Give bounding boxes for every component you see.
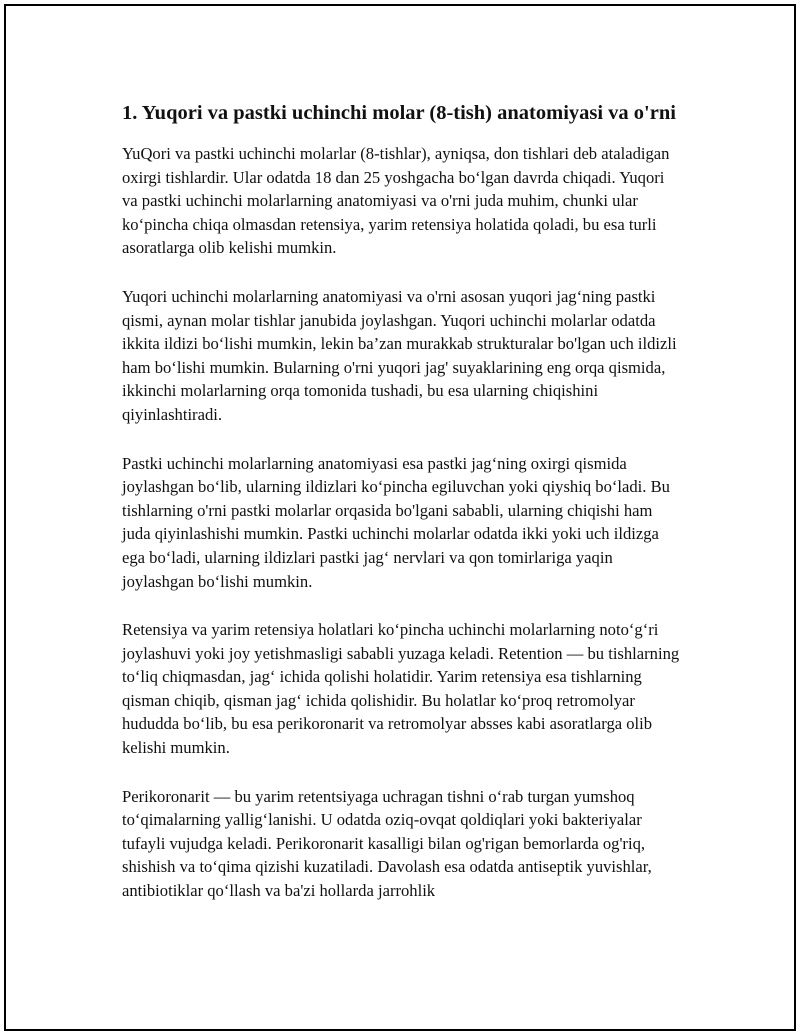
paragraph-retention: Retensiya va yarim retensiya holatlari ko‘pincha uchinchi molarlarning noto‘g‘ri joylashuvi yoki joy yetishmasligi sababli yuzaga keladi. Retention — bu tishlarning to‘liq chiqmasdan, jag‘ ichida qolishi holatidir. Yarim retensiya esa tishlarning qisman chiqib, qisman jag‘ ichida qolishidir. Bu holatlar ko‘proq retromolyar hududda bo‘lib, bu esa perikoronarit va retromolyar absses kabi asoratlarga olib kelishi mumkin. <box>122 620 680 758</box>
paragraph-pericoronitis: Perikoronarit — bu yarim retentsiyaga uchragan tishni o‘rab turgan yumshoq to‘qimalarning yallig‘lanishi. U odatda oziq-ovqat qoldiqlari yoki bakteriyalar tufayli vujudga keladi. Perikoronarit kasalligi bilan og'rigan bemorlarda og'riq, shishish va to‘qima qizishi kuzatiladi. Davolash esa odatda antiseptik yuvishlar, antibiotiklar qo‘llash va ba'zi hollarda jarrohlik <box>122 786 652 901</box>
paragraph-lower-molars: Pastki uchinchi molarlarning anatomiyasi esa pastki jag‘ning oxirgi qismida joylashgan bo‘lib, ularning ildizlari ko‘pincha egiluvchan yoki qiyshiq bo‘ladi. Bu tishlarning o'rni pastki molarlar orqasida bo'lgani sababli, ularning chiqishi ham juda qiyinlashishi mumkin. Pastki uchinchi molarlar odatda ikki yoki uch ildizga ega bo‘ladi, ularning ildizlari pastki jag‘ nervlari va qon tomirlariga yaqin joylashgan bo‘lishi mumkin. <box>122 453 670 591</box>
document-body <box>122 100 682 928</box>
paragraph-intro: YuQori va pastki uchinchi molarlar (8-tishlar), ayniqsa, don tishlari deb ataladigan oxirgi tishlardir. Ular odatda 18 dan 25 yoshgacha bo‘lgan davrda chiqadi. Yuqori va pastki uchinchi molarlarning anatomiyasi va o'rni juda muhim, chunki ular ko‘pincha chiqa olmasdan retensiya, yarim retensiya holatida qoladi, bu esa turli asoratlarga olib kelishi mumkin. <box>122 144 670 258</box>
paragraph-upper-molars: Yuqori uchinchi molarlarning anatomiyasi va o'rni asosan yuqori jag‘ning pastki qismi, aynan molar tishlar janubida joylashgan. Yuqori uchinchi molarlar odatda ikkita ildizi bo‘lishi mumkin, lekin ba’zan murakkab strukturalar bo'lgan uch ildizli ham bo‘lishi mumkin. Bularning o'rni yuqori jag' suyaklarining eng orqa qismida, ikkinchi molarlarning orqa tomonida tushadi, bu esa ularning chiqishini qiyinlashtiradi. <box>122 286 677 424</box>
section-title: 1. Yuqori va pastki uchinchi molar (8-tish) anatomiyasi va o'rni <box>122 102 676 124</box>
page-frame <box>4 4 796 1031</box>
